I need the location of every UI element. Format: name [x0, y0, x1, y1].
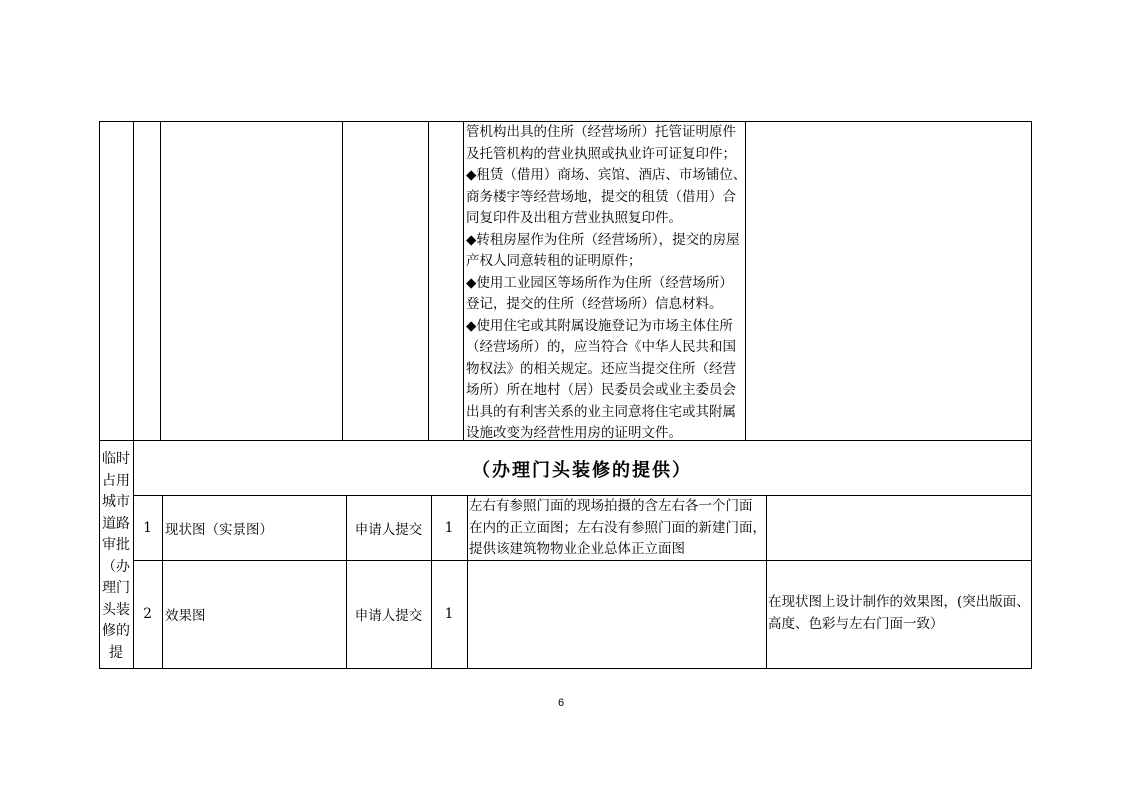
- requirement-text-continuation: [466, 122, 746, 445]
- top-col-line-1: [160, 121, 161, 440]
- row-1-name: 现状图（实景图）: [165, 521, 273, 538]
- category-line: 理门: [102, 580, 130, 596]
- requirement-line: 物权法》的相关规定。还应当提交住所（经营: [466, 360, 736, 377]
- category-label: [99, 449, 133, 664]
- row-1-requirement: [469, 496, 766, 561]
- row-1-count: 1: [444, 519, 454, 536]
- table-border-bottom: [99, 668, 1032, 669]
- requirement-line: 场所）所在地村（居）民委员会或业主委员会: [466, 382, 736, 398]
- requirement-line: （经营场所）的，应当符合《中华人民共和国: [466, 339, 736, 355]
- category-line: 临时: [102, 451, 130, 467]
- bottom-col-line-1: [162, 495, 163, 668]
- category-line: 占用: [102, 472, 130, 489]
- bottom-col-line-5: [766, 495, 767, 668]
- requirement-line: 商务楼宇等经营场地，提交的租赁（借用）合: [466, 188, 736, 205]
- note-line: 高度、色彩与左右门面一致）: [768, 615, 944, 632]
- requirement-line: 左右有参照门面的现场拍摄的含左右各一个门面: [469, 498, 753, 514]
- category-line: 修的: [102, 623, 130, 639]
- row-2-source: 申请人提交: [354, 608, 423, 624]
- row-2-no: 2: [143, 606, 152, 622]
- category-line: 城市: [102, 494, 130, 510]
- row-2-count: 1: [444, 606, 454, 622]
- top-col-line-2: [342, 121, 343, 440]
- requirement-line: 及托管机构的营业执照或执业许可证复印件；: [466, 145, 736, 162]
- note-line: 在现状图上设计制作的效果图，(突出版面、: [768, 594, 1030, 610]
- page-number: 6: [557, 697, 565, 709]
- requirement-line: ◆使用住宅或其附属设施登记为市场主体住所: [466, 317, 733, 334]
- bottom-col-line-4: [467, 495, 468, 668]
- table-border-right: [1031, 121, 1032, 668]
- category-line: 头装: [102, 601, 130, 618]
- row-1-no: 1: [143, 519, 152, 536]
- category-line: 道路: [102, 515, 130, 532]
- category-line: 提: [109, 644, 123, 661]
- requirement-line: 设施改变为经营性用房的证明文件。: [466, 425, 682, 441]
- requirement-line: 登记，提交的住所（经营场所）信息材料。: [466, 296, 723, 312]
- category-line: （办: [102, 558, 130, 575]
- top-col-line-3: [428, 121, 429, 440]
- requirement-line: 产权人同意转租的证明原件；: [466, 253, 642, 269]
- row-2-note: [768, 592, 1030, 635]
- requirement-line: 在内的正立面图；左右没有参照门面的新建门面，: [469, 519, 766, 536]
- requirement-line: 同复印件及出租方营业执照复印件。: [466, 210, 682, 226]
- row-1-source: 申请人提交: [354, 521, 423, 538]
- requirement-line: ◆租赁（借用）商场、宾馆、酒店、市场铺位、: [466, 167, 747, 183]
- row-2-name: 效果图: [165, 608, 206, 624]
- requirement-line: 出具的有利害关系的业主同意将住宅或其附属: [466, 403, 736, 420]
- category-line: 审批: [102, 537, 130, 553]
- top-col-line-4: [463, 121, 464, 440]
- requirement-line: ◆转租房屋作为住所（经营场所），提交的房屋: [466, 231, 740, 248]
- requirement-line: 提供该建筑物物业企业总体正立面图: [469, 541, 685, 557]
- requirement-line: 管机构出具的住所（经营场所）托管证明原件: [466, 124, 736, 140]
- section-title: （办理门头装修的提供）: [472, 459, 692, 481]
- requirement-line: ◆使用工业园区等场所作为住所（经营场所）: [466, 274, 733, 291]
